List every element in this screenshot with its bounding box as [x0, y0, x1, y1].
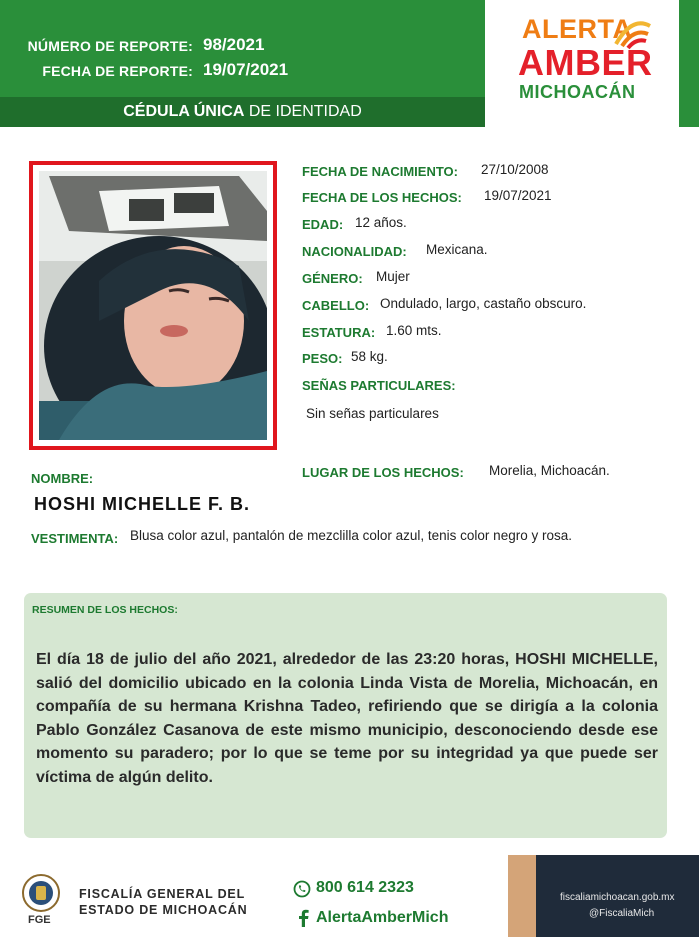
name-label: NOMBRE: — [31, 471, 94, 486]
fge-seal-text: FGE — [28, 914, 51, 926]
birth-date-label: FECHA DE NACIMIENTO: — [302, 164, 458, 179]
report-number: 98/2021 — [203, 35, 265, 54]
header-edge-bar — [679, 0, 699, 127]
age-label: EDAD: — [302, 217, 344, 232]
logo-alerta: ALERTA — [522, 14, 633, 44]
birth-date: 27/10/2008 — [481, 162, 549, 177]
marks-label: SEÑAS PARTICULARES: — [302, 378, 456, 393]
clothing-label: VESTIMENTA: — [31, 531, 119, 546]
place-label: LUGAR DE LOS HECHOS: — [302, 465, 464, 480]
age: 12 años. — [355, 215, 407, 230]
event-date: 19/07/2021 — [484, 188, 552, 203]
report-date-label: FECHA DE REPORTE: — [42, 63, 193, 79]
phone-number[interactable]: 800 614 2323 — [316, 879, 414, 896]
website-link[interactable]: fiscaliamichoacan.gob.mx — [560, 892, 675, 903]
clothing: Blusa color azul, pantalón de mezclilla color azul, tenis color negro y rosa. — [130, 528, 572, 543]
weight-label: PESO: — [302, 351, 343, 366]
fge-seal-icon — [15, 873, 67, 917]
nationality-label: NACIONALIDAD: — [302, 244, 407, 259]
footer-org-line2: ESTADO DE MICHOACÁN — [79, 903, 248, 917]
gender: Mujer — [376, 269, 410, 284]
event-date-label: FECHA DE LOS HECHOS: — [302, 190, 462, 205]
alert-sun-icon — [612, 14, 652, 54]
person-name: HOSHI MICHELLE F. B. — [34, 494, 251, 514]
facebook-icon — [296, 909, 310, 927]
person-photo-frame — [29, 161, 277, 450]
gender-label: GÉNERO: — [302, 271, 363, 286]
place: Morelia, Michoacán. — [489, 463, 610, 478]
marks: Sin señas particulares — [306, 406, 439, 421]
summary-title: RESUMEN DE LOS HECHOS: — [32, 604, 178, 616]
cedula-title-rest: DE IDENTIDAD — [244, 103, 362, 120]
height: 1.60 mts. — [386, 323, 442, 338]
report-date-row — [0, 61, 193, 81]
footer-org-line1: FISCALÍA GENERAL DEL — [79, 887, 246, 901]
facebook-handle[interactable]: AlertaAmberMich — [316, 909, 449, 926]
twitter-handle[interactable]: @FiscaliaMich — [589, 908, 655, 919]
weight: 58 kg. — [351, 349, 388, 364]
report-number-row — [0, 36, 193, 56]
cedula-title — [0, 97, 485, 127]
nationality: Mexicana. — [426, 242, 488, 257]
summary-text: El día 18 de julio del año 2021, alrededor de las 23:20 horas, HOSHI MICHELLE, salió del domicilio ubicado en la colonia Linda Vista de Morelia, Michoacán, en compañía de su hermana Krishna Tadeo, refiriendo que se dirigía a la colonia Pablo González Casanova de este mismo municipio, desconociendo desde ese momento su paradero; por lo que se teme por su integridad ya que puede ser víctima de algún delito. — [36, 651, 658, 786]
hair-label: CABELLO: — [302, 298, 370, 313]
summary-box — [24, 593, 667, 838]
height-label: ESTATURA: — [302, 325, 376, 340]
cedula-title-bold: CÉDULA ÚNICA — [123, 103, 245, 120]
logo-michoacan: MICHOACÁN — [519, 82, 636, 102]
report-number-label: NÚMERO DE REPORTE: — [27, 38, 193, 54]
person-photo — [39, 171, 267, 440]
whatsapp-phone-icon — [293, 880, 311, 898]
footer-org — [79, 886, 247, 918]
logo-amber: AMBER — [518, 42, 653, 83]
report-date: 19/07/2021 — [203, 60, 289, 79]
hair: Ondulado, largo, castaño obscuro. — [380, 296, 587, 311]
footer-accent-bar — [508, 855, 536, 937]
